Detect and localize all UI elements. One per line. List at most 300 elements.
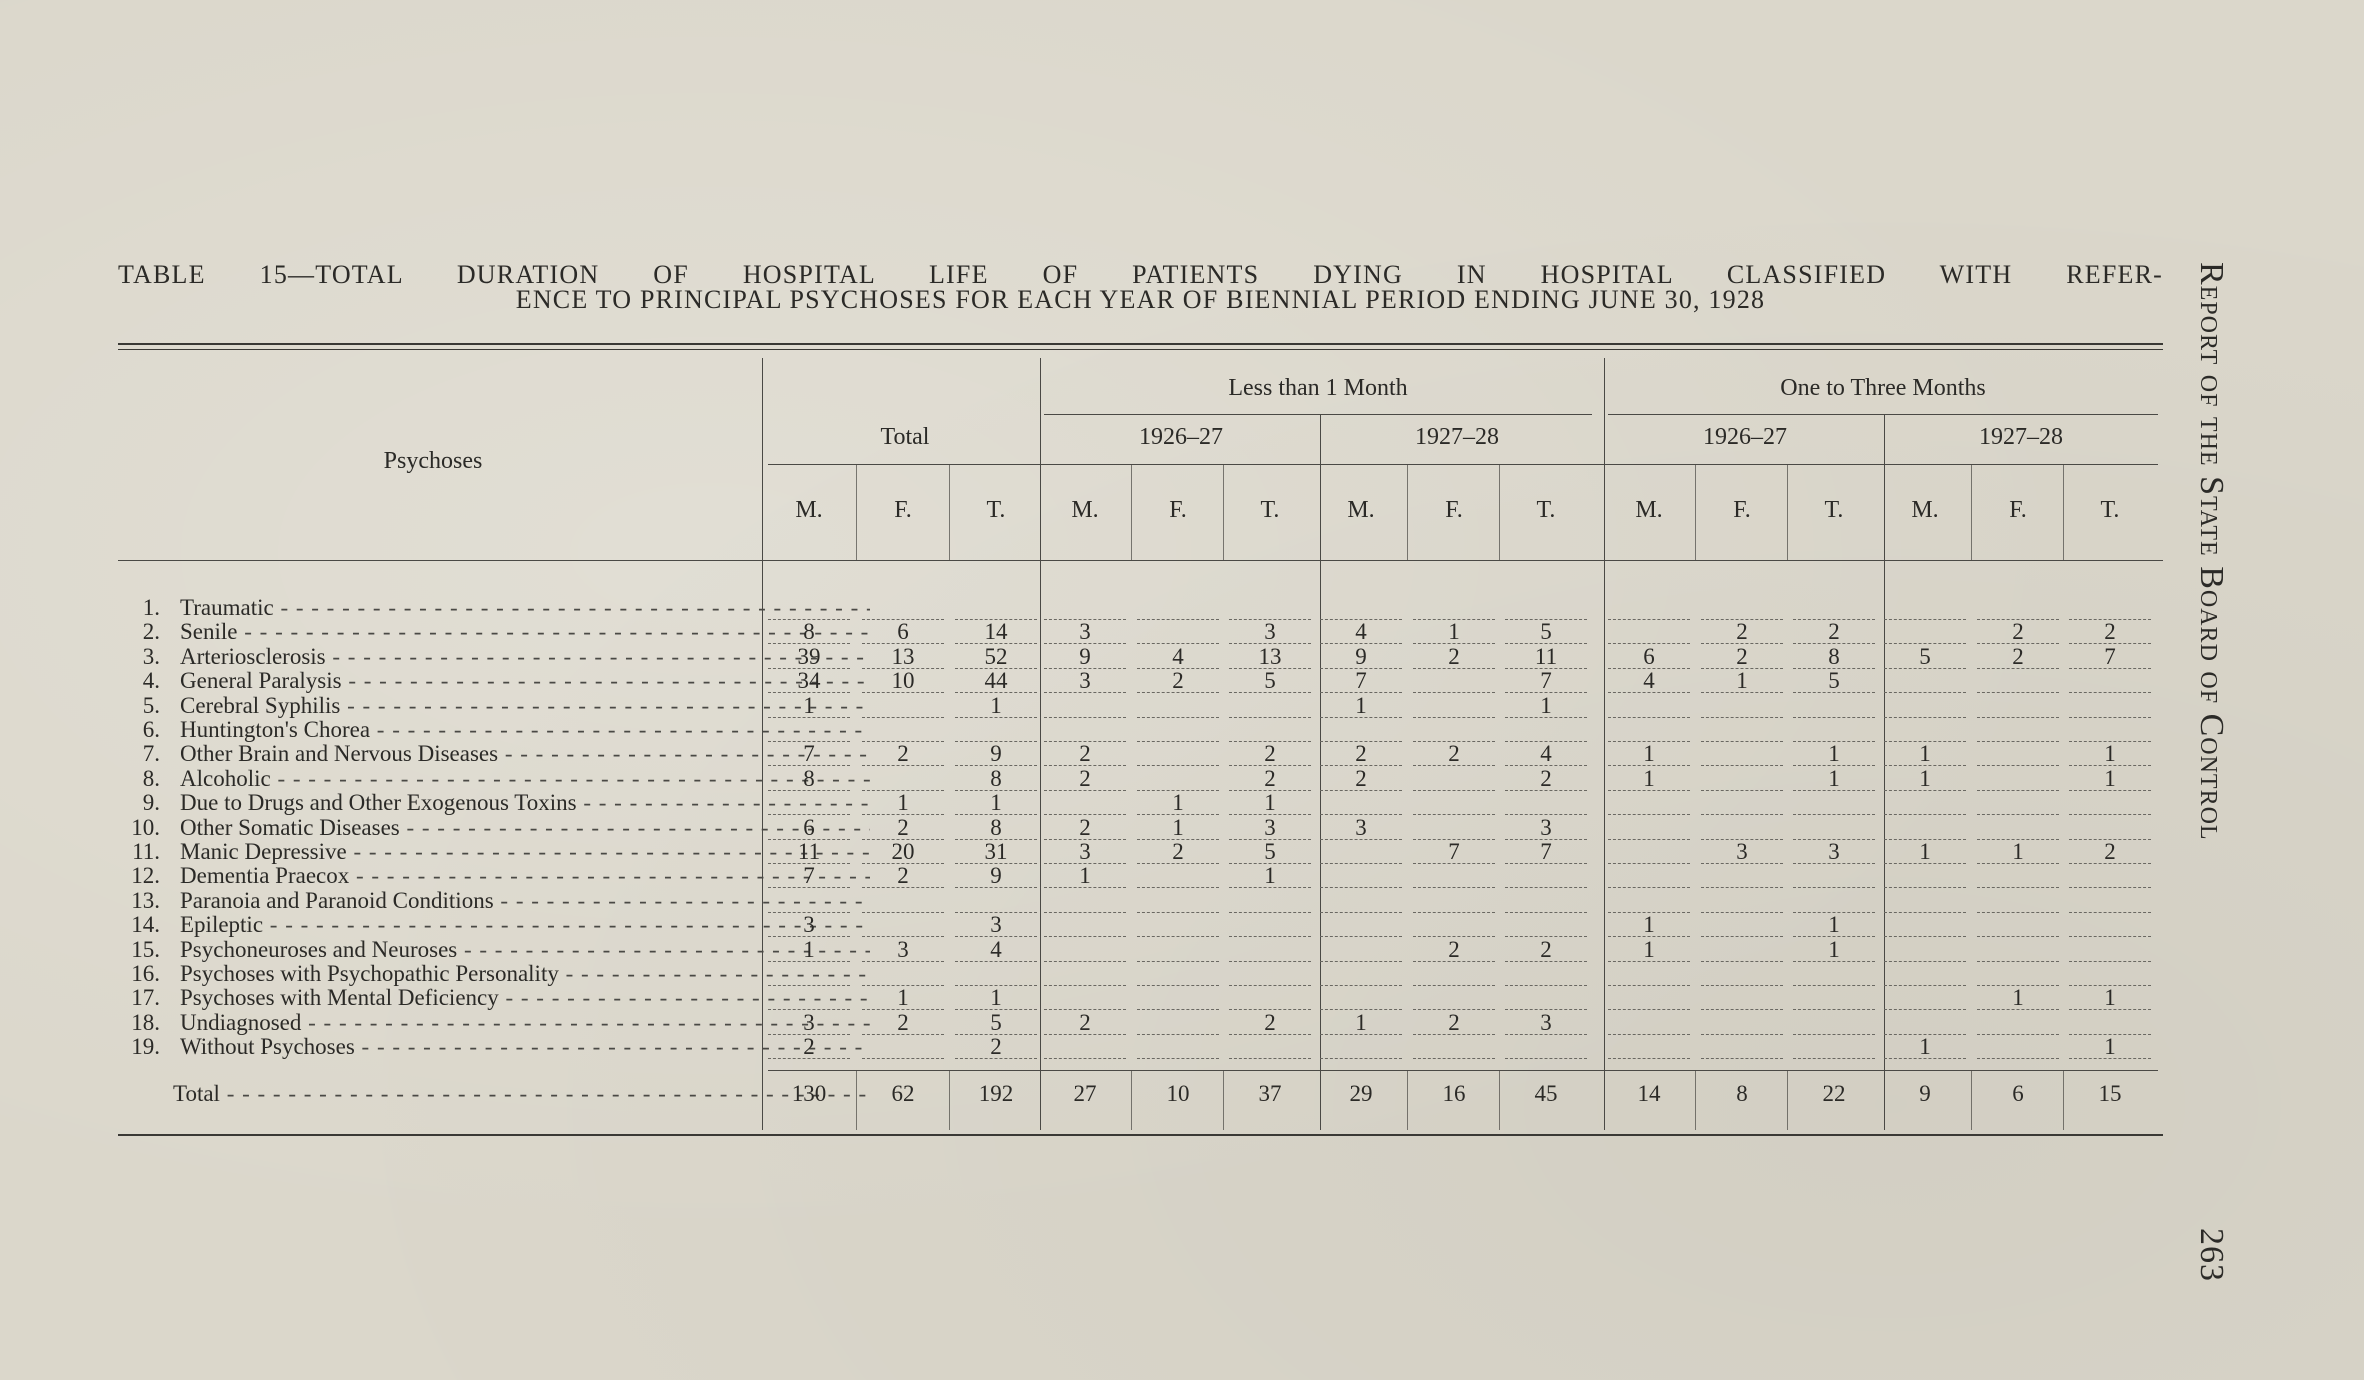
table-cell (1608, 864, 1690, 888)
table-cell: 3 (1044, 669, 1126, 693)
row-number: 15. (131, 936, 160, 962)
table-cell (1505, 962, 1587, 986)
table-cell: 5 (1793, 669, 1875, 693)
table-cell (1977, 864, 2059, 888)
table-cell: 2 (1413, 742, 1495, 766)
cell-rule (1695, 1070, 1696, 1130)
table-cell (1793, 889, 1875, 913)
table-cell: 1 (1229, 791, 1311, 815)
table-cell (1884, 864, 1966, 888)
table-cell (1505, 718, 1587, 742)
table-cell: 1 (1137, 791, 1219, 815)
table-cell: 4 (1320, 620, 1402, 644)
table-cell (1137, 938, 1219, 962)
table-cell (1413, 889, 1495, 913)
header-t: T. (2100, 497, 2120, 523)
table-cell (1320, 938, 1402, 962)
table-cell (1884, 986, 1966, 1010)
table-cell: 1 (955, 791, 1037, 815)
table-title-line-1: TABLE 15—TOTAL DURATION OF HOSPITAL LIFE OF PATIENTS DYING IN HOSPITAL CLASSIFIED WITH REFER- (118, 260, 2163, 289)
row-number: 17. (131, 985, 160, 1011)
cell-rule (949, 464, 950, 560)
table-cell (1608, 596, 1690, 620)
row-number: 4. (142, 668, 160, 694)
row-number: 2. (142, 619, 160, 645)
header-t: T. (1260, 497, 1280, 523)
table-cell (1505, 913, 1587, 937)
table-cell: 2 (1229, 1011, 1311, 1035)
total-cell: 9 (1919, 1081, 1931, 1106)
total-top-rule (768, 1070, 2158, 1071)
row-number: 11. (132, 839, 160, 864)
table-cell (1977, 1035, 2059, 1059)
header-one-to-three-months: One to Three Months (1780, 375, 1986, 401)
table-cell (768, 986, 850, 1010)
table-cell (1137, 718, 1219, 742)
table-cell (1229, 694, 1311, 718)
table-cell (1229, 962, 1311, 986)
table-cell (768, 889, 850, 913)
header-m: M. (1911, 497, 1939, 523)
row-label: Psychoses with Mental Deficiency - - - (180, 986, 870, 1010)
table-cell: 2 (1137, 840, 1219, 864)
table-cell: 9 (955, 742, 1037, 766)
table-cell (1793, 816, 1875, 840)
table-cell: 2 (862, 864, 944, 888)
table-cell: 2 (768, 1035, 850, 1059)
table-cell (1413, 864, 1495, 888)
table-cell (1137, 742, 1219, 766)
table-cell: 1 (1884, 840, 1966, 864)
table-cell: 1 (1320, 1011, 1402, 1035)
header-total: Total (880, 424, 930, 450)
table-cell: 1 (1608, 938, 1690, 962)
table-cell: 1 (1608, 742, 1690, 766)
table-cell (1793, 986, 1875, 1010)
table-cell: 3 (862, 938, 944, 962)
table-cell (1884, 596, 1966, 620)
table-cell (1229, 1035, 1311, 1059)
table-cell (1137, 864, 1219, 888)
table-cell: 8 (955, 816, 1037, 840)
header-m: M. (1635, 497, 1663, 523)
table-cell (1320, 718, 1402, 742)
table-cell (1608, 620, 1690, 644)
table-cell: 2 (1229, 767, 1311, 791)
total-cell: 45 (1534, 1081, 1558, 1106)
cell-rule (1131, 464, 1132, 560)
table-cell (1044, 1035, 1126, 1059)
table-cell: 9 (955, 864, 1037, 888)
table-cell: 2 (862, 1011, 944, 1035)
cell-rule (1499, 464, 1500, 560)
table-cell (1608, 718, 1690, 742)
table-cell (1884, 694, 1966, 718)
table-cell: 7 (1320, 669, 1402, 693)
table-title (118, 262, 2163, 312)
table-cell (1793, 718, 1875, 742)
table-cell (1044, 791, 1126, 815)
column-rule (1040, 358, 1041, 1130)
row-label: Without Psychoses - - - (180, 1035, 870, 1059)
header-f: F. (2009, 497, 2027, 523)
table-cell (1977, 816, 2059, 840)
cell-rule (1131, 1070, 1132, 1130)
cell-rule (1787, 464, 1788, 560)
table-cell: 5 (1884, 645, 1966, 669)
cell-rule (1223, 1070, 1224, 1130)
table-cell (955, 596, 1037, 620)
table-cell: 1 (1884, 742, 1966, 766)
table-cell (1505, 864, 1587, 888)
total-cell: 16 (1442, 1081, 1466, 1106)
table-cell (2069, 669, 2151, 693)
table-cell (1137, 962, 1219, 986)
table-cell (1977, 767, 2059, 791)
table-cell: 1 (1793, 767, 1875, 791)
table-cell (955, 962, 1037, 986)
row-number: 5. (142, 692, 160, 718)
table-cell: 3 (1320, 816, 1402, 840)
table-cell (1413, 767, 1495, 791)
row-number: 3. (142, 643, 160, 669)
table-cell: 11 (1505, 645, 1587, 669)
table-cell (1229, 938, 1311, 962)
table-cell: 39 (768, 645, 850, 669)
table-cell (1608, 816, 1690, 840)
table-cell: 1 (1608, 767, 1690, 791)
table-cell (1137, 620, 1219, 644)
table-cell: 4 (955, 938, 1037, 962)
table-cell: 2 (1413, 645, 1495, 669)
table-cell: 1 (1044, 864, 1126, 888)
table-cell: 1 (768, 938, 850, 962)
table-cell: 2 (2069, 620, 2151, 644)
table-cell: 20 (862, 840, 944, 864)
table-cell (1977, 889, 2059, 913)
table-cell (1608, 986, 1690, 1010)
table-cell (955, 889, 1037, 913)
row-number: 18. (131, 1009, 160, 1035)
row-label: Cerebral Syphilis - - - (180, 694, 870, 718)
header-bottom-rule (118, 560, 2163, 561)
total-cell: 192 (978, 1081, 1014, 1106)
table-cell: 2 (1977, 620, 2059, 644)
table-cell (1793, 791, 1875, 815)
table-cell: 4 (1608, 669, 1690, 693)
header-t: T. (1536, 497, 1556, 523)
table-cell (1320, 864, 1402, 888)
table-cell: 2 (1505, 767, 1587, 791)
row-number: 8. (142, 765, 160, 791)
table-cell (1701, 938, 1783, 962)
table-cell: 1 (1229, 864, 1311, 888)
table-cell: 4 (1137, 645, 1219, 669)
table-cell: 14 (955, 620, 1037, 644)
table-cell: 1 (768, 694, 850, 718)
total-cell: 10 (1166, 1081, 1190, 1106)
table-cell: 44 (955, 669, 1037, 693)
table-cell (1320, 962, 1402, 986)
table-cell: 6 (1608, 645, 1690, 669)
row-label: Dementia Praecox - - - (180, 864, 870, 888)
table-cell (1320, 913, 1402, 937)
running-head-column (2190, 262, 2240, 1282)
cell-rule (1407, 1070, 1408, 1130)
table-cell: 2 (1044, 742, 1126, 766)
row-number: 12. (131, 863, 160, 889)
table-cell: 1 (1884, 767, 1966, 791)
table-cell (768, 718, 850, 742)
table-cell (2069, 938, 2151, 962)
table-cell: 8 (955, 767, 1037, 791)
table-cell: 7 (1505, 840, 1587, 864)
table-cell (1608, 1035, 1690, 1059)
table-cell (1884, 620, 1966, 644)
table-cell: 1 (1793, 913, 1875, 937)
row-label: Huntington's Chorea - - - (180, 718, 870, 742)
header-f: F. (1733, 497, 1751, 523)
table-cell (1413, 1035, 1495, 1059)
table-cell (1793, 1011, 1875, 1035)
table-cell: 1 (955, 986, 1037, 1010)
table-cell: 1 (1977, 840, 2059, 864)
table-cell (1413, 694, 1495, 718)
table-cell: 31 (955, 840, 1037, 864)
table-cell (1044, 718, 1126, 742)
table-cell: 3 (1505, 816, 1587, 840)
table-cell: 2 (1977, 645, 2059, 669)
table-cell: 6 (862, 620, 944, 644)
row-number: 10. (131, 814, 160, 840)
table-cell (1044, 889, 1126, 913)
table-cell: 5 (1505, 620, 1587, 644)
table-cell (1977, 596, 2059, 620)
table-cell: 5 (955, 1011, 1037, 1035)
row-label: Alcoholic - - - (180, 767, 870, 791)
table-cell (1793, 864, 1875, 888)
table-cell (1413, 669, 1495, 693)
table-cell (1320, 840, 1402, 864)
table-title-line-2: ENCE TO PRINCIPAL PSYCHOSES FOR EACH YEAR OF BIENNIAL PERIOD ENDING JUNE 30, 1928 (515, 285, 1766, 314)
table-cell: 1 (1505, 694, 1587, 718)
table-cell: 1 (2069, 742, 2151, 766)
table-cell (768, 962, 850, 986)
table-cell: 7 (768, 864, 850, 888)
table-cell (862, 694, 944, 718)
cell-rule (1787, 1070, 1788, 1130)
row-number: 7. (142, 741, 160, 767)
row-label: Epileptic - - - (180, 913, 870, 937)
table-cell (2069, 864, 2151, 888)
cell-rule (949, 1070, 950, 1130)
table-cell (2069, 962, 2151, 986)
table-cell (1701, 742, 1783, 766)
table-cell (1884, 889, 1966, 913)
row-number: 14. (131, 912, 160, 938)
table-cell (1701, 791, 1783, 815)
row-label: Due to Drugs and Other Exogenous Toxins - - - (180, 791, 870, 815)
total-cell: 15 (2098, 1081, 2122, 1106)
table-cell: 1 (1793, 938, 1875, 962)
table-cell (1977, 962, 2059, 986)
table-cell: 3 (768, 913, 850, 937)
table-cell (1229, 986, 1311, 1010)
row-number: 9. (142, 790, 160, 816)
table-cell (1044, 986, 1126, 1010)
table-cell (1505, 986, 1587, 1010)
row-number: 19. (131, 1034, 160, 1060)
table-cell: 2 (1793, 620, 1875, 644)
table-cell (1701, 913, 1783, 937)
table-cell (862, 1035, 944, 1059)
header-less-than-1-month: Less than 1 Month (1228, 375, 1408, 401)
table-cell: 2 (1044, 816, 1126, 840)
table-cell (1320, 986, 1402, 1010)
table-cell (2069, 816, 2151, 840)
table-cell (1977, 1011, 2059, 1035)
row-label: Undiagnosed - - - (180, 1011, 870, 1035)
table-cell (2069, 596, 2151, 620)
table-cell: 1 (1137, 816, 1219, 840)
table-cell: 1 (955, 694, 1037, 718)
table-cell: 10 (862, 669, 944, 693)
table-cell (1044, 596, 1126, 620)
header-rule (1044, 414, 1592, 415)
table-cell (1793, 962, 1875, 986)
table-cell (1977, 718, 2059, 742)
header-f: F. (1169, 497, 1187, 523)
table-cell (1977, 669, 2059, 693)
table-cell: 11 (768, 840, 850, 864)
table-cell: 52 (955, 645, 1037, 669)
table-cell: 8 (768, 620, 850, 644)
table-cell (1608, 840, 1690, 864)
table-cell: 1 (1413, 620, 1495, 644)
table-cell: 8 (1793, 645, 1875, 669)
table-cell (1701, 889, 1783, 913)
table-cell (862, 889, 944, 913)
table-cell (1137, 767, 1219, 791)
header-m: M. (795, 497, 823, 523)
table-cell (1413, 816, 1495, 840)
table-cell (768, 596, 850, 620)
table-cell (1608, 889, 1690, 913)
table-cell: 2 (1137, 669, 1219, 693)
row-number: 16. (131, 961, 160, 986)
table-cell (1044, 938, 1126, 962)
table-cell: 5 (1229, 840, 1311, 864)
row-number: 1. (142, 595, 160, 620)
table-cell: 1 (1793, 742, 1875, 766)
table-cell: 9 (1320, 645, 1402, 669)
table-cell (862, 913, 944, 937)
table-cell (1701, 718, 1783, 742)
row-label: Psychoneuroses and Neuroses - - - (180, 938, 870, 962)
table-cell: 3 (1044, 620, 1126, 644)
table-cell: 3 (1793, 840, 1875, 864)
table-cell: 8 (768, 767, 850, 791)
table-cell (862, 596, 944, 620)
table-cell (1044, 962, 1126, 986)
table-cell (1044, 913, 1126, 937)
cell-rule (1695, 464, 1696, 560)
header-less-1926-27: 1926–27 (1139, 424, 1223, 450)
cell-rule (1499, 1070, 1500, 1130)
table-cell (862, 962, 944, 986)
row-label: Psychoses with Psychopathic Personality - - - (180, 962, 870, 986)
header-one-three-1926-27: 1926–27 (1703, 424, 1787, 450)
table-cell (1320, 1035, 1402, 1059)
table-cell (2069, 1011, 2151, 1035)
header-less-1927-28: 1927–28 (1415, 424, 1499, 450)
table-cell (1608, 791, 1690, 815)
table-cell: 5 (1229, 669, 1311, 693)
total-cell: 130 (791, 1081, 827, 1106)
table-cell (1413, 791, 1495, 815)
table-cell: 1 (1320, 694, 1402, 718)
table-cell (1413, 718, 1495, 742)
table-cell: 2 (862, 816, 944, 840)
table-cell: 1 (862, 791, 944, 815)
table-cell: 7 (1505, 669, 1587, 693)
page-number: 263 (2193, 1228, 2230, 1282)
table-cell (1137, 596, 1219, 620)
table-cell (862, 718, 944, 742)
header-psychoses: Psychoses (383, 448, 483, 474)
table-cell (1044, 694, 1126, 718)
total-cell: 22 (1822, 1081, 1846, 1106)
table-cell (1320, 596, 1402, 620)
row-label: Arteriosclerosis - - - (180, 645, 870, 669)
table-cell (768, 791, 850, 815)
table-cell: 13 (862, 645, 944, 669)
row-label: Manic Depressive - - - (180, 840, 870, 864)
table-cell (1137, 986, 1219, 1010)
table-cell (1793, 694, 1875, 718)
table-cell (1608, 1011, 1690, 1035)
table-cell (1137, 889, 1219, 913)
cell-rule (1971, 464, 1972, 560)
row-number: 6. (142, 717, 160, 742)
header-t: T. (1824, 497, 1844, 523)
table-cell (1320, 889, 1402, 913)
table-cell (1884, 913, 1966, 937)
table-cell: 2 (1044, 1011, 1126, 1035)
table-cell: 1 (1977, 986, 2059, 1010)
table-cell: 1 (862, 986, 944, 1010)
table-cell: 2 (1701, 645, 1783, 669)
table-cell (1505, 791, 1587, 815)
table-cell (1701, 962, 1783, 986)
table-cell (1884, 669, 1966, 693)
total-cell: 8 (1736, 1081, 1748, 1106)
table-cell (1701, 767, 1783, 791)
table-cell (1229, 718, 1311, 742)
column-rule (1604, 358, 1605, 1130)
cell-rule (856, 464, 857, 560)
table-cell (1229, 596, 1311, 620)
total-cell: 62 (891, 1081, 915, 1106)
table-cell (1320, 791, 1402, 815)
table-cell (1137, 1011, 1219, 1035)
row-label: Traumatic - - - (180, 596, 870, 620)
row-label: Other Somatic Diseases - - - (180, 816, 870, 840)
table-cell: 1 (1608, 913, 1690, 937)
header-m: M. (1071, 497, 1099, 523)
total-label: Total - - - (173, 1082, 868, 1106)
table-cell (1884, 816, 1966, 840)
